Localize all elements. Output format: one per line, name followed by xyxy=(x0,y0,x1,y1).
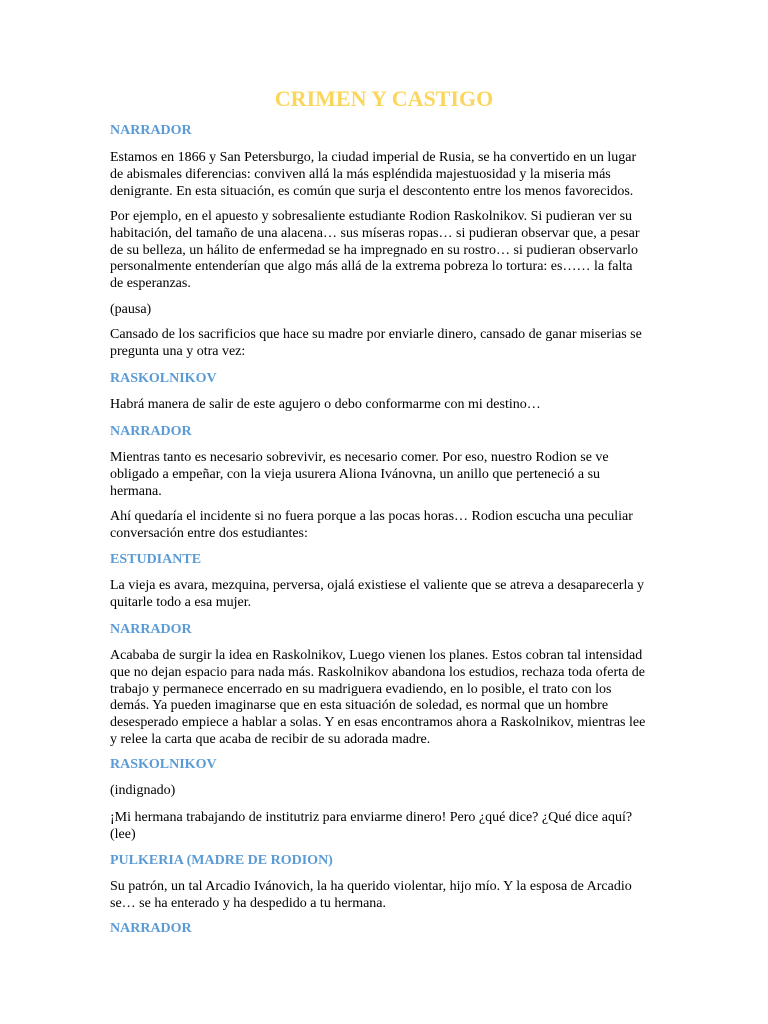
dialogue-paragraph xyxy=(110,783,658,800)
dialogue-paragraph xyxy=(110,879,658,913)
paragraph-line: La vieja es avara, mezquina, perversa, ojalá existiese el valiente que se atreva a desaparecerla y xyxy=(110,578,645,593)
dialogue-paragraph xyxy=(110,209,658,293)
paragraph-line: trabajo y permanece encerrado en su madriguera evadiendo, en lo posible, el trato con los xyxy=(110,681,612,697)
paragraph-line: de su belleza, un hálito de enfermedad se ha impregnado en su rostro… si pudieran observarlo xyxy=(110,242,638,258)
paragraph-line: de esperanzas. xyxy=(110,276,191,292)
paragraph-line: ¡Mi hermana trabajando de institutriz para enviarme dinero! Pero ¿qué dice? ¿Qué dice aquí? xyxy=(110,810,633,825)
paragraph-line: (indignado) xyxy=(110,783,176,798)
speaker-label: RASKOLNIKOV xyxy=(110,757,217,772)
paragraph-line: Su patrón, un tal Arcadio Ivánovich, la ha querido violentar, hijo mío. Y la esposa de Arcadio xyxy=(110,879,632,894)
dialogue-paragraph xyxy=(110,648,658,749)
speaker-label: NARRADOR xyxy=(110,424,192,439)
paragraph-line: (lee) xyxy=(110,826,136,842)
dialogue-paragraph xyxy=(110,509,658,543)
paragraph-line: desesperado empiece a hablar a solas. Y en esas encontramos ahora a Raskolnikov, mientras lee xyxy=(110,715,646,731)
paragraph-line: pregunta una y otra vez: xyxy=(110,343,246,359)
speaker-label: PULKERIA (MADRE DE RODION) xyxy=(110,853,333,868)
paragraph-line: Acababa de surgir la idea en Raskolnikov, Luego vienen los planes. Estos cobran tal intensidad xyxy=(110,648,643,663)
paragraph-line: personalmente entenderían que algo más allá de la extrema pobreza lo tortura: es…… la falta xyxy=(110,259,633,275)
speaker-label: ESTUDIANTE xyxy=(110,552,202,567)
dialogue-paragraph xyxy=(110,327,658,361)
paragraph-line: conversación entre dos estudiantes: xyxy=(110,525,308,541)
dialogue-paragraph xyxy=(110,578,658,612)
paragraph-line: Mientras tanto es necesario sobrevivir, es necesario comer. Por eso, nuestro Rodion se ve xyxy=(110,450,609,465)
paragraph-line: habitación, del tamaño de una alacena… sus míseras ropas… si pudieran observar que, a pesar xyxy=(110,225,640,241)
paragraph-line: de abismales diferencias: conviven allá la más espléndida majestuosidad y la miseria más xyxy=(110,166,611,182)
paragraph-line: obligado a empeñar, con la vieja usurera Aliona Ivánovna, un anillo que perteneció a su xyxy=(110,466,601,482)
paragraph-line: Ahí quedaría el incidente si no fuera porque a las pocas horas… Rodion escucha una peculiar xyxy=(110,509,633,524)
dialogue-paragraph xyxy=(110,302,658,319)
paragraph-line: Habrá manera de salir de este agujero o debo conformarme con mi destino… xyxy=(110,397,541,412)
paragraph-line: Estamos en 1866 y San Petersburgo, la ciudad imperial de Rusia, se ha convertido en un lugar xyxy=(110,150,637,165)
paragraph-line: Cansado de los sacrificios que hace su madre por enviarle dinero, cansado de ganar miserias se xyxy=(110,327,642,342)
page-title: CRIMEN Y CASTIGO xyxy=(274,86,494,111)
speaker-label: NARRADOR xyxy=(110,123,192,138)
speaker-label: NARRADOR xyxy=(110,622,192,637)
paragraph-line: demás. Ya pueden imaginarse que en esta situación de soledad, es normal que un hombre xyxy=(110,698,609,714)
paragraph-line: se… se ha enterado y ha despedido a tu hermana. xyxy=(110,895,387,911)
paragraph-line: y relee la carta que acaba de recibir de su adorada madre. xyxy=(110,731,431,747)
dialogue-paragraph xyxy=(110,397,658,414)
dialogue-paragraph xyxy=(110,450,658,500)
paragraph-line: denigrante. En esta situación, es común que surja el descontento entre los menos favorecidos. xyxy=(110,183,634,199)
speaker-label: RASKOLNIKOV xyxy=(110,371,217,386)
speaker-label: NARRADOR xyxy=(110,921,192,936)
paragraph-line: (pausa) xyxy=(110,302,152,317)
paragraph-line: quitarle todo a esa mujer. xyxy=(110,594,252,610)
paragraph-line: Por ejemplo, en el apuesto y sobresaliente estudiante Rodion Raskolnikov. Si pudieran ver su xyxy=(110,209,633,224)
paragraph-line: que no dejan espacio para nada más. Raskolnikov abandona los estudios, rechaza toda oferta de xyxy=(110,664,645,680)
dialogue-paragraph xyxy=(110,150,658,200)
paragraph-line: hermana. xyxy=(110,483,162,499)
dialogue-paragraph xyxy=(110,810,658,844)
